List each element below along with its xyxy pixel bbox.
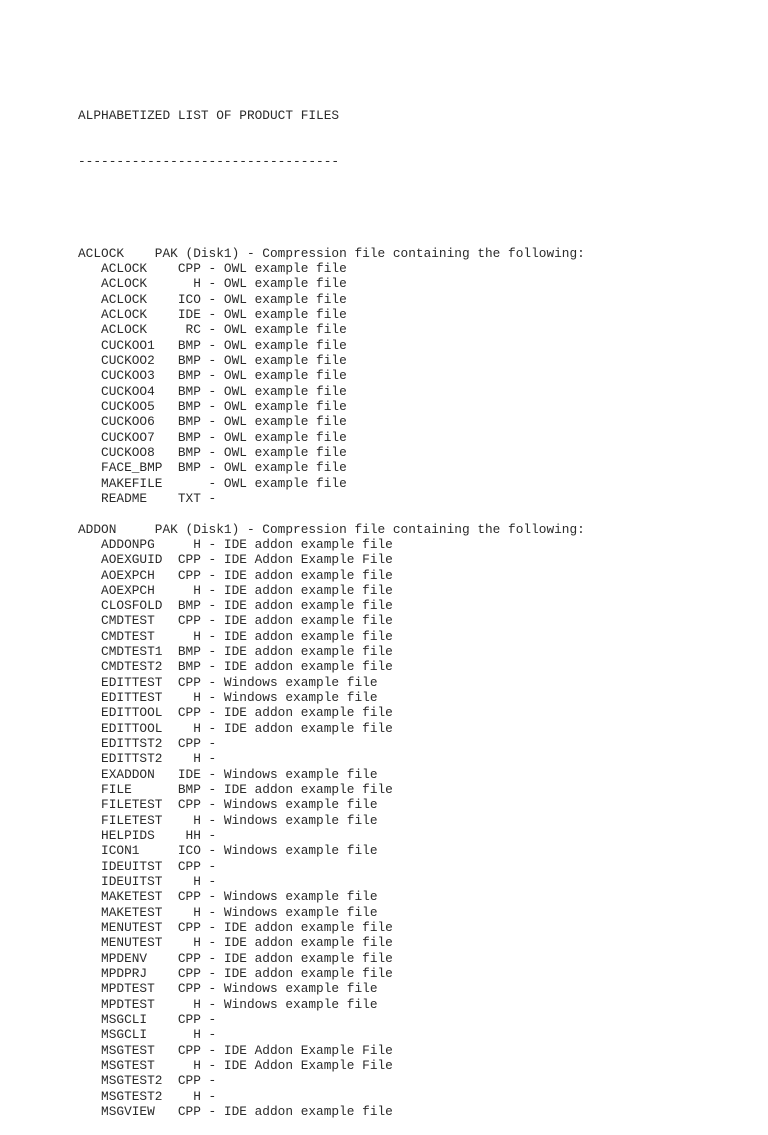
file-entry: MSGTEST H - IDE Addon Example File (78, 1058, 393, 1073)
document-page (78, 77, 758, 1135)
file-entry: EDITTST2 H - (78, 751, 217, 767)
file-entry: IDEUITST H - (78, 874, 217, 890)
file-entry: EDITTOOL CPP - IDE addon example file (78, 705, 393, 721)
pak-header: ADDON PAK (Disk1) - Compression file containing the following: (78, 521, 585, 537)
pak-header: ACLOCK PAK (Disk1) - Compression file containing the following: (78, 245, 585, 261)
file-entry: CMDTEST2 BMP - IDE addon example file (78, 659, 393, 675)
file-entry: MSGTEST CPP - IDE Addon Example File (78, 1042, 393, 1058)
file-entry: MENUTEST CPP - IDE addon example file (78, 920, 393, 936)
file-entry: EDITTST2 CPP - (78, 736, 217, 752)
spacer (78, 200, 758, 215)
file-entry: CMDTEST H - IDE addon example file (78, 628, 393, 644)
file-entry: FILETEST H - Windows example file (78, 812, 378, 828)
file-entry: EDITTEST H - Windows example file (78, 690, 378, 706)
file-entry: MPDTEST CPP - Windows example file (78, 981, 378, 997)
file-entry: FILETEST CPP - Windows example file (78, 797, 378, 813)
file-entry: EDITTOOL H - IDE addon example file (78, 720, 393, 736)
file-entry: ACLOCK ICO - OWL example file (78, 291, 347, 307)
file-entry: MPDPRJ CPP - IDE addon example file (78, 966, 393, 982)
file-entry: MAKETEST H - Windows example file (78, 904, 378, 920)
file-entry: CUCKOO6 BMP - OWL example file (78, 414, 347, 430)
file-entry: ICON1 ICO - Windows example file (78, 843, 378, 859)
file-entry: CUCKOO3 BMP - OWL example file (78, 368, 347, 384)
file-entry: MSGCLI H - (78, 1027, 217, 1043)
file-entry: AOEXGUID CPP - IDE Addon Example File (78, 552, 393, 568)
file-entry: CMDTEST CPP - IDE addon example file (78, 613, 393, 629)
file-entry: AOEXPCH CPP - IDE addon example file (78, 567, 393, 583)
file-entry: CUCKOO5 BMP - OWL example file (78, 398, 347, 414)
file-entry: MSGTEST2 CPP - (78, 1073, 217, 1089)
file-entry: MPDENV CPP - IDE addon example file (78, 950, 393, 966)
file-entry: ACLOCK H - OWL example file (78, 276, 347, 292)
title-underline: ---------------------------------- (78, 153, 340, 169)
file-entry: CLOSFOLD BMP - IDE addon example file (78, 598, 393, 614)
file-entry: ACLOCK CPP - OWL example file (78, 260, 347, 276)
document-title: ALPHABETIZED LIST OF PRODUCT FILES (78, 107, 340, 123)
file-entry: IDEUITST CPP - (78, 858, 217, 874)
file-entry: ACLOCK RC - OWL example file (78, 322, 347, 338)
file-entry: ACLOCK IDE - OWL example file (78, 306, 347, 322)
file-entry: CUCKOO1 BMP - OWL example file (78, 337, 347, 353)
file-entry: EXADDON IDE - Windows example file (78, 766, 378, 782)
file-entry: MAKEFILE - OWL example file (78, 475, 347, 491)
file-entry: AOEXPCH H - IDE addon example file (78, 582, 393, 598)
pak-section (78, 246, 758, 522)
file-entry: MSGCLI CPP - (78, 1012, 217, 1028)
file-entry: MSGTEST2 H - (78, 1088, 217, 1104)
file-entry: ADDONPG H - IDE addon example file (78, 536, 393, 552)
file-entry: EDITTEST CPP - Windows example file (78, 674, 378, 690)
file-entry: MAKETEST CPP - Windows example file (78, 889, 378, 905)
file-entry: CUCKOO4 BMP - OWL example file (78, 383, 347, 399)
spacer (78, 506, 758, 521)
file-entry: README TXT - (78, 490, 217, 506)
file-entry: CUCKOO2 BMP - OWL example file (78, 352, 347, 368)
file-entry: HELPIDS HH - (78, 828, 217, 844)
file-entry: MENUTEST H - IDE addon example file (78, 935, 393, 951)
file-sections (78, 246, 758, 1120)
file-entry: MSGVIEW CPP - IDE addon example file (78, 1103, 393, 1119)
file-entry: CUCKOO7 BMP - OWL example file (78, 429, 347, 445)
file-entry: FACE_BMP BMP - OWL example file (78, 460, 347, 476)
pak-section (78, 522, 758, 1120)
file-entry: MPDTEST H - Windows example file (78, 996, 378, 1012)
file-entry: FILE BMP - IDE addon example file (78, 782, 393, 798)
file-entry: CMDTEST1 BMP - IDE addon example file (78, 644, 393, 660)
file-entry: CUCKOO8 BMP - OWL example file (78, 444, 347, 460)
